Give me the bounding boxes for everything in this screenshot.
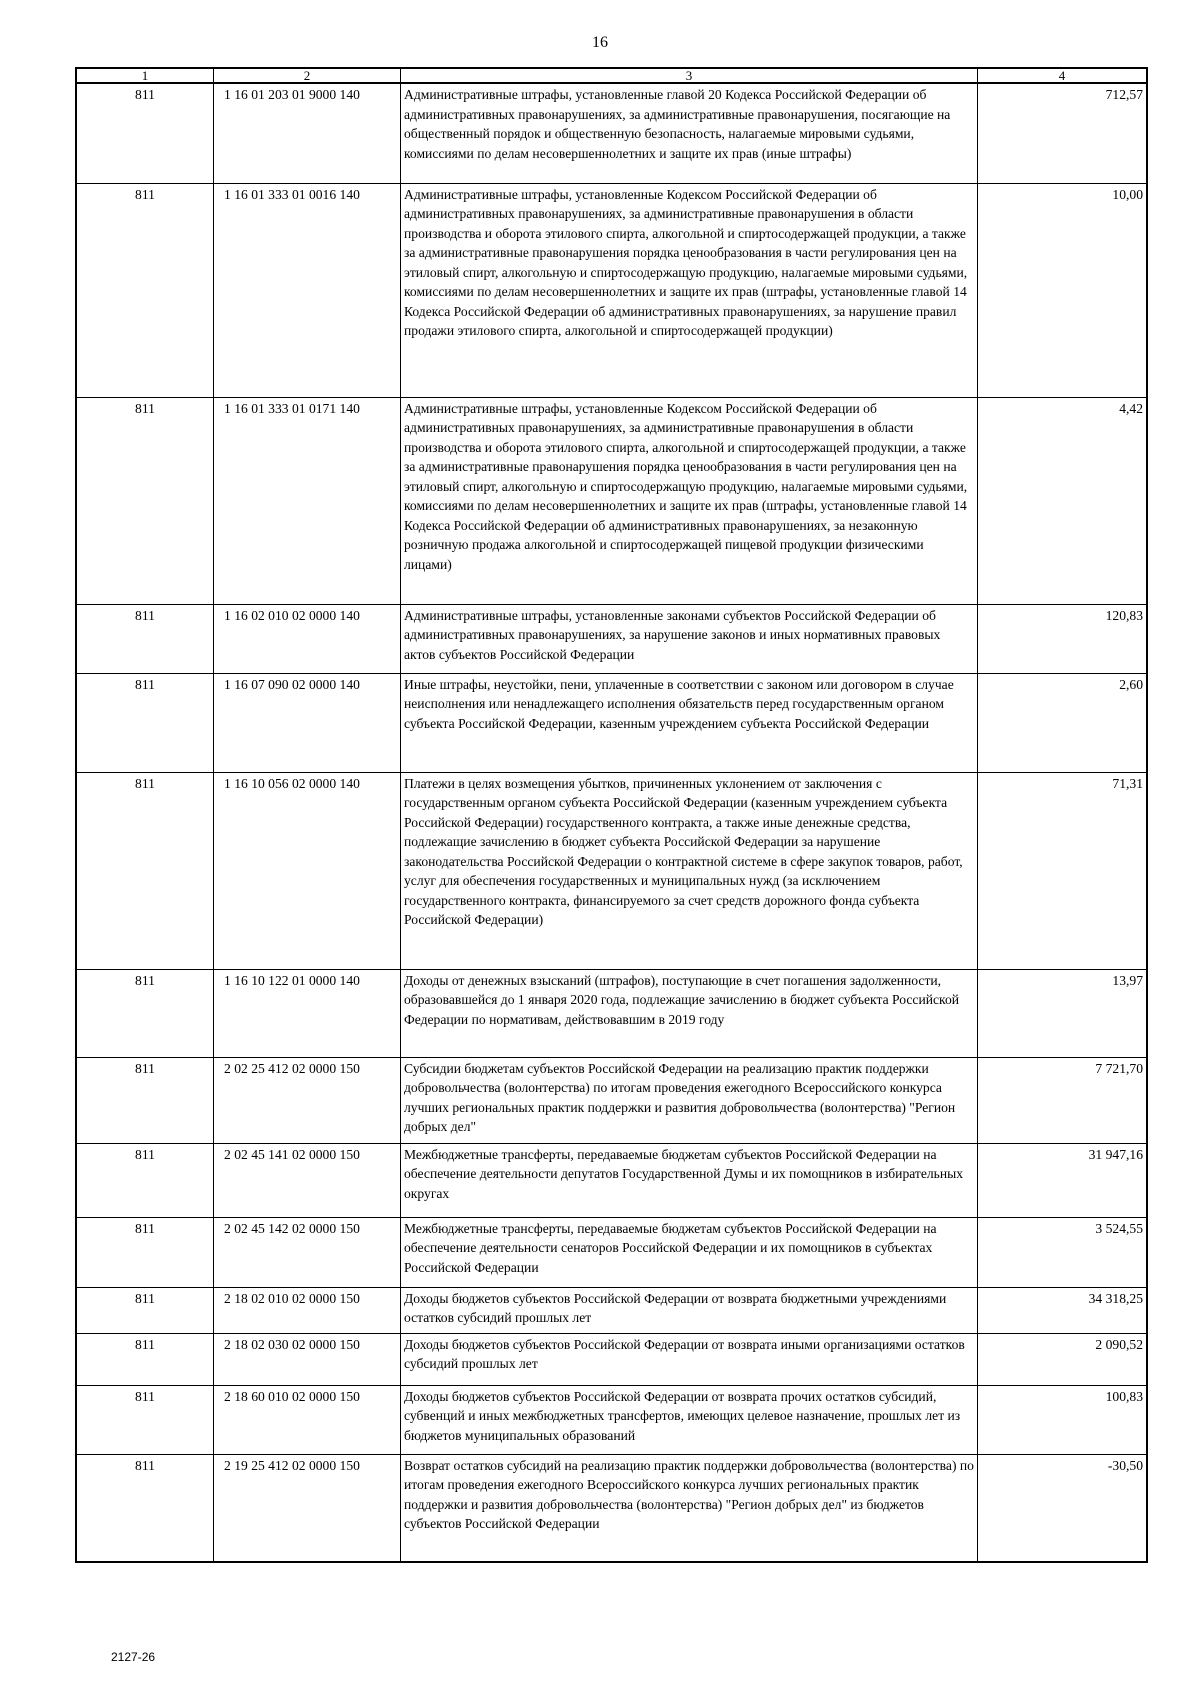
description-cell: Возврат остатков субсидий на реализацию практик поддержки добровольчества (волонтерства) по итогам проведения ежегодного Всероссийского конкурса лучших региональных практик поддержки и развития добровольчества (волонтерства) "Регион добрых дел" из бюджетов субъектов Российской Федерации	[401, 1454, 978, 1562]
table-row	[76, 1333, 1147, 1385]
description-cell: Платежи в целях возмещения убытков, причиненных уклонением от заключения с государственным органом субъекта Российской Федерации (казенным учреждением субъекта Российской Федерации) государственного контракта, а также иные денежные средства, подлежащие зачислению в бюджет субъекта Российской Федерации за нарушение законодательства Российской Федерации о контрактной системе в сфере закупок товаров, работ, услуг для обеспечения государственных и муниципальных нужд (за исключением государственного контракта, финансируемого за счет средств дорожного фонда субъекта Российской Федерации)	[401, 772, 978, 969]
amount-cell: 34 318,25	[978, 1287, 1148, 1333]
admin-code-cell: 811	[76, 969, 214, 1057]
budget-code-cell: 2 02 25 412 02 0000 150	[214, 1057, 401, 1143]
budget-code-cell: 1 16 02 010 02 0000 140	[214, 604, 401, 673]
admin-code-cell: 811	[76, 1385, 214, 1454]
admin-code-cell: 811	[76, 183, 214, 397]
admin-code-cell: 811	[76, 1454, 214, 1562]
amount-cell: 712,57	[978, 83, 1148, 183]
amount-cell: 2 090,52	[978, 1333, 1148, 1385]
admin-code-cell: 811	[76, 1057, 214, 1143]
description-cell: Иные штрафы, неустойки, пени, уплаченные в соответствии с законом или договором в случае неисполнения или ненадлежащего исполнения обязательств перед государственным органом субъекта Российской Федерации, казенным учреждением субъекта Российской Федерации	[401, 673, 978, 772]
description-cell: Доходы от денежных взысканий (штрафов), поступающие в счет погашения задолженности, образовавшейся до 1 января 2020 года, подлежащие зачислению в бюджет субъекта Российской Федерации по нормативам, действовавшим в 2019 году	[401, 969, 978, 1057]
admin-code-cell: 811	[76, 397, 214, 604]
budget-code-cell: 1 16 01 333 01 0016 140	[214, 183, 401, 397]
amount-cell: 71,31	[978, 772, 1148, 969]
description-cell: Административные штрафы, установленные законами субъектов Российской Федерации об административных правонарушениях, за нарушение законов и иных нормативных правовых актов субъектов Российской Федерации	[401, 604, 978, 673]
admin-code-cell: 811	[76, 83, 214, 183]
description-cell: Доходы бюджетов субъектов Российской Федерации от возврата иными организациями остатков субсидий прошлых лет	[401, 1333, 978, 1385]
admin-code-cell: 811	[76, 772, 214, 969]
budget-code-cell: 1 16 10 122 01 0000 140	[214, 969, 401, 1057]
admin-code-cell: 811	[76, 1217, 214, 1287]
table-row	[76, 673, 1147, 772]
table-row	[76, 183, 1147, 397]
table-row	[76, 969, 1147, 1057]
admin-code-cell: 811	[76, 604, 214, 673]
amount-cell: 2,60	[978, 673, 1148, 772]
table-row	[76, 1287, 1147, 1333]
description-cell: Доходы бюджетов субъектов Российской Федерации от возврата бюджетными учреждениями остатков субсидий прошлых лет	[401, 1287, 978, 1333]
table-row	[76, 397, 1147, 604]
description-cell: Субсидии бюджетам субъектов Российской Федерации на реализацию практик поддержки добровольчества (волонтерства) по итогам проведения ежегодного Всероссийского конкурса лучших региональных практик поддержки и развития добровольчества (волонтерства) "Регион добрых дел"	[401, 1057, 978, 1143]
budget-code-cell: 2 02 45 141 02 0000 150	[214, 1143, 401, 1217]
budget-code-cell: 2 18 60 010 02 0000 150	[214, 1385, 401, 1454]
header-col-2: 2	[214, 68, 401, 83]
admin-code-cell: 811	[76, 1143, 214, 1217]
description-cell: Административные штрафы, установленные Кодексом Российской Федерации об административных правонарушениях, за административные правонарушения в области производства и оборота этилового спирта, алкогольной и спиртосодержащей продукции, а также за административные правонарушения порядка ценообразования в части регулирования цен на этиловый спирт, алкогольную и спиртосодержащую продукцию, налагаемые мировыми судьями, комиссиями по делам несовершеннолетних и защите их прав (штрафы, установленные главой 14 Кодекса Российской Федерации об административных правонарушениях, за нарушение правил продажи этилового спирта, алкогольной и спиртосодержащей продукции)	[401, 183, 978, 397]
amount-cell: 120,83	[978, 604, 1148, 673]
amount-cell: 13,97	[978, 969, 1148, 1057]
admin-code-cell: 811	[76, 673, 214, 772]
amount-cell: 10,00	[978, 183, 1148, 397]
budget-code-cell: 1 16 01 333 01 0171 140	[214, 397, 401, 604]
table-header-row	[76, 68, 1147, 83]
budget-code-cell: 2 18 02 030 02 0000 150	[214, 1333, 401, 1385]
table-row	[76, 772, 1147, 969]
table-row	[76, 1454, 1147, 1562]
header-col-1: 1	[76, 68, 214, 83]
amount-cell: -30,50	[978, 1454, 1148, 1562]
revenue-table	[75, 67, 1148, 1563]
budget-code-cell: 1 16 01 203 01 9000 140	[214, 83, 401, 183]
budget-code-cell: 1 16 10 056 02 0000 140	[214, 772, 401, 969]
amount-cell: 31 947,16	[978, 1143, 1148, 1217]
description-cell: Доходы бюджетов субъектов Российской Федерации от возврата прочих остатков субсидий, субвенций и иных межбюджетных трансфертов, имеющих целевое назначение, прошлых лет из бюджетов муниципальных образований	[401, 1385, 978, 1454]
description-cell: Административные штрафы, установленные главой 20 Кодекса Российской Федерации об административных правонарушениях, за административные правонарушения, посягающие на общественный порядок и общественную безопасность, налагаемые мировыми судьями, комиссиями по делам несовершеннолетних и защите их прав (иные штрафы)	[401, 83, 978, 183]
amount-cell: 4,42	[978, 397, 1148, 604]
amount-cell: 7 721,70	[978, 1057, 1148, 1143]
budget-code-cell: 1 16 07 090 02 0000 140	[214, 673, 401, 772]
budget-code-cell: 2 18 02 010 02 0000 150	[214, 1287, 401, 1333]
header-col-4: 4	[978, 68, 1148, 83]
table-row	[76, 1143, 1147, 1217]
footer-document-code: 2127-26	[111, 1650, 156, 1664]
description-cell: Административные штрафы, установленные Кодексом Российской Федерации об административных правонарушениях, за административные правонарушения в области производства и оборота этилового спирта, алкогольной и спиртосодержащей продукции, а также за административные правонарушения порядка ценообразования в части регулирования цен на этиловый спирт, алкогольную и спиртосодержащую продукцию, налагаемые мировыми судьями, комиссиями по делам несовершеннолетних и защите их прав (штрафы, установленные главой 14 Кодекса Российской Федерации об административных правонарушениях, за незаконную розничную продажа алкогольной и спиртосодержащей пищевой продукции физическими лицами)	[401, 397, 978, 604]
amount-cell: 3 524,55	[978, 1217, 1148, 1287]
admin-code-cell: 811	[76, 1333, 214, 1385]
description-cell: Межбюджетные трансферты, передаваемые бюджетам субъектов Российской Федерации на обеспечение деятельности депутатов Государственной Думы и их помощников в избирательных округах	[401, 1143, 978, 1217]
table-row	[76, 604, 1147, 673]
amount-cell: 100,83	[978, 1385, 1148, 1454]
admin-code-cell: 811	[76, 1287, 214, 1333]
budget-code-cell: 2 02 45 142 02 0000 150	[214, 1217, 401, 1287]
description-cell: Межбюджетные трансферты, передаваемые бюджетам субъектов Российской Федерации на обеспечение деятельности сенаторов Российской Федерации и их помощников в субъектах Российской Федерации	[401, 1217, 978, 1287]
header-col-3: 3	[401, 68, 978, 83]
table-row	[76, 83, 1147, 183]
page-number: 16	[592, 34, 608, 51]
table-row	[76, 1217, 1147, 1287]
table-row	[76, 1385, 1147, 1454]
table-row	[76, 1057, 1147, 1143]
budget-code-cell: 2 19 25 412 02 0000 150	[214, 1454, 401, 1562]
